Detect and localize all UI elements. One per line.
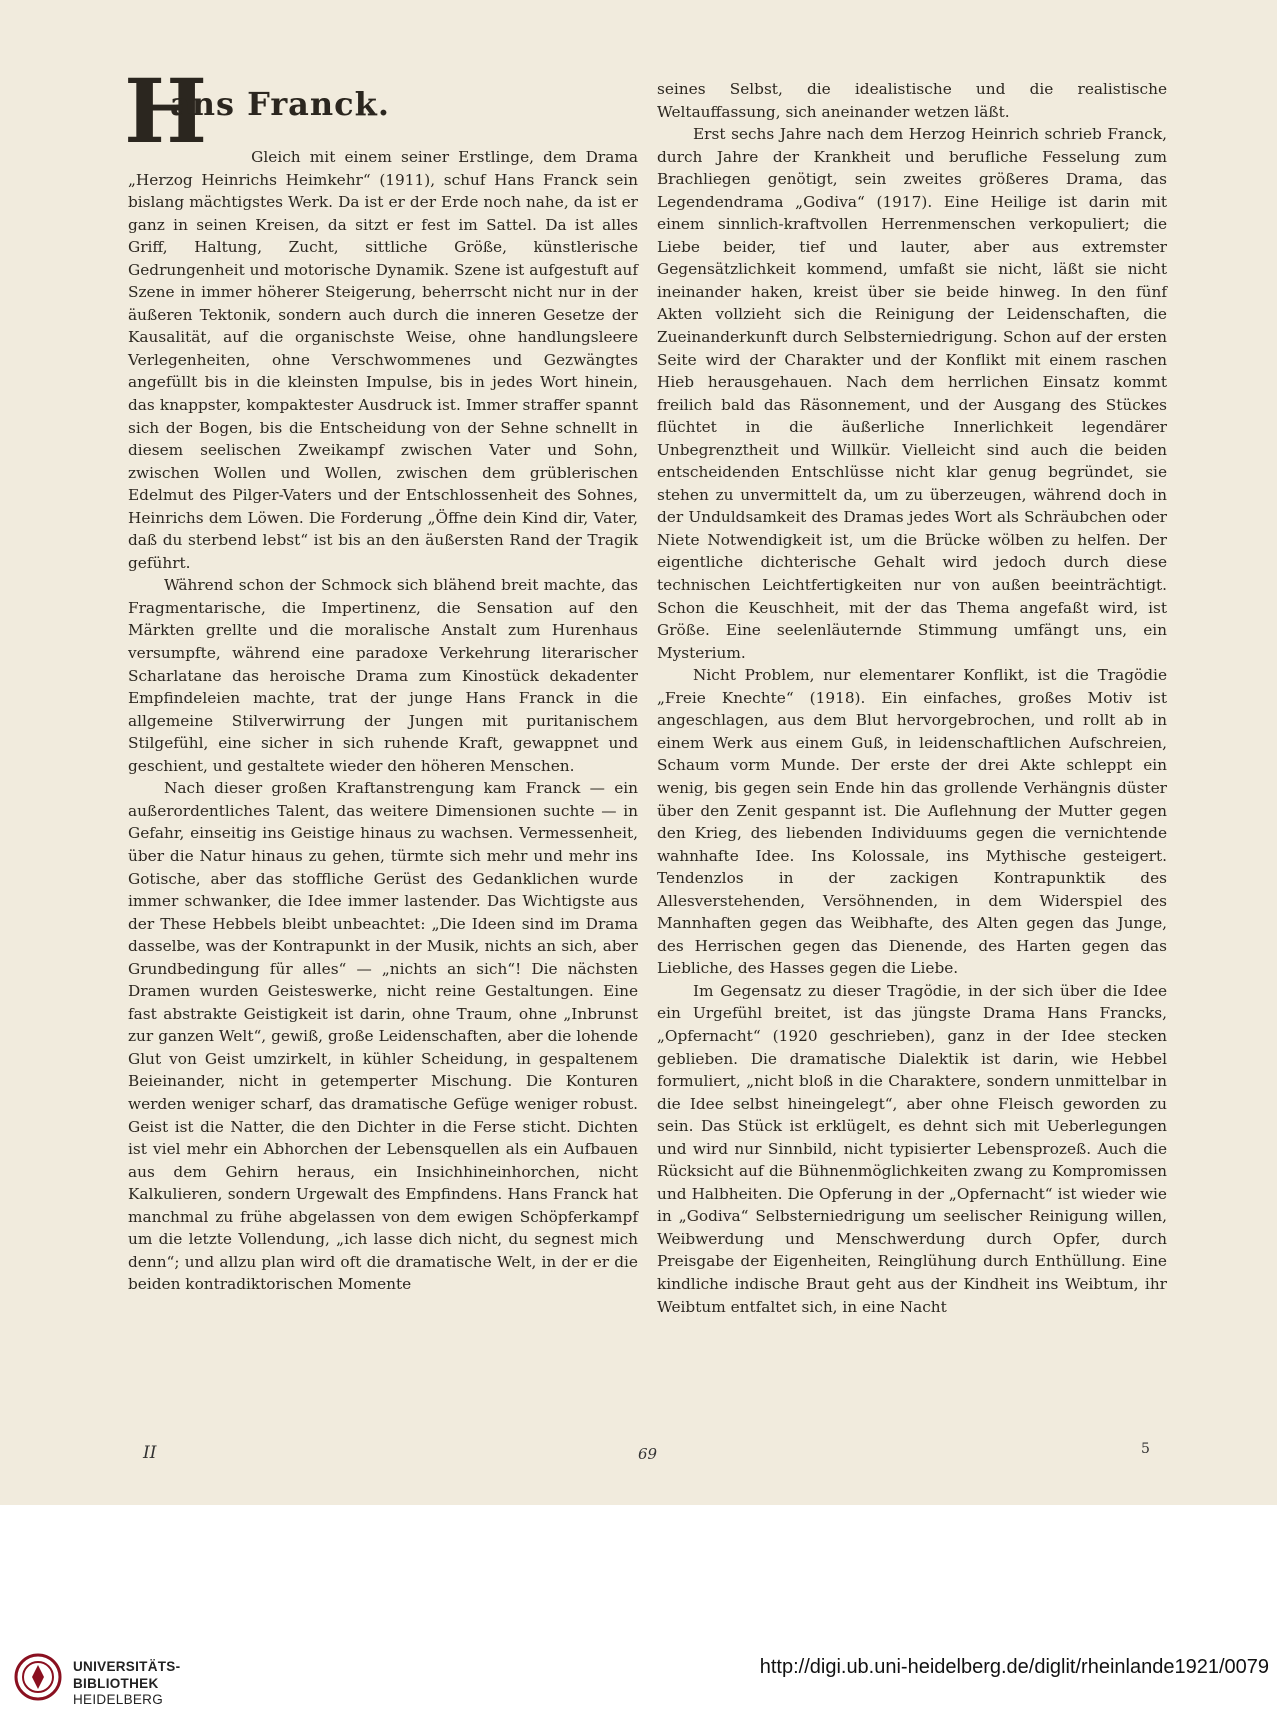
library-name-line3: HEIDELBERG xyxy=(73,1692,164,1707)
paragraph-right-2: Nicht Problem, nur elementarer Konflikt, ist die Tragödie „Freie Knechte“ (1918). Ein einfaches, großes Motiv ist angeschlagen, aus dem Blut hervorgebrochen, und rollt ab in einem Werk aus einem Guß, in leidenschaftlichen Aufschreien, Schaum vorm Munde. Der erste der drei Akte schleppt ein wenig, bis gegen sein Ende hin das grollende Verhängnis düster über den Zenit gespannt ist. Die Auflehnung der Mutter gegen den Krieg, des liebenden Individuums gegen die vernichtende wahnhafte Idee. Ins Kolossale, ins Mythische gesteigert. Tendenzlos in der zackigen Kontrapunktik des Allesverstehenden, Versöhnenden, in dem Widerspiel des Mannhaften gegen das Weibhafte, des Alten gegen das Junge, des Herrischen gegen das Dienende, des Harten gegen das Liebliche, des Hasses gegen die Liebe. xyxy=(657,666,1167,978)
left-column xyxy=(124,59,638,1296)
paragraph-left-3: Nach dieser großen Kraftanstrengung kam Franck — ein außerordentliches Talent, das weitere Dimensionen suchte — in Gefahr, einseitig ins Geistige hinaus zu wachsen. Vermessenheit, über die Natur hinaus zu gehen, türmte sich mehr und mehr ins Gotische, aber das stoffliche Gerüst des Gedanklichen wurde immer schwanker, die Idee immer lastender. Das Wichtigste aus der These Hebbels bleibt unbeachtet: „Die Ideen sind im Drama dasselbe, was der Kontrapunkt in der Musik, nichts an sich, aber Grundbedingung für alles“ — „nichts an sich“! Die nächsten Dramen wurden Geisteswerke, nicht reine Gestaltungen. Eine fast abstrakte Geistigkeit ist darin, ohne Traum, ohne „Inbrunst zur ganzen Welt“, gewiß, große Leidenschaften, aber die lohende Glut von Geist umzirkelt, in kühler Scheidung, in gespaltenem Beieinander, nicht in getemperter Mischung. Die Konturen werden weniger scharf, das dramatische Gefüge weniger robust. Geist ist die Natter, die den Dichter in die Ferse sticht. Dichten ist viel mehr ein Abhorchen der Lebensquellen als ein Aufbauen aus dem Gehirn heraus, ein Insichhineinhorchen, nicht Kalkulieren, sondern Urgewalt des Empfindens. Hans Franck hat manchmal zu frühe abgelassen von dem ewigen Schöpferkampf um die letzte Vollendung, „ich lasse dich nicht, du segnest mich denn“; und allzu plan wird oft die dramatische Welt, in der er die beiden kontradiktorischen Momente xyxy=(128,779,638,1294)
paragraph-right-3: Im Gegensatz zu dieser Tragödie, in der sich über die Idee ein Urgefühl breitet, ist das jüngste Drama Hans Francks, „Opfernacht“ (1920 geschrieben), ganz in der Idee stecken geblieben. Die dramatische Dialektik ist darin, wie Hebbel formuliert, „nicht bloß in die Charaktere, sondern unmittelbar in die Idee selbst hineingelegt“, aber ohne Fleisch geworden zu sein. Das Stück ist erklügelt, es dehnt sich mit Ueberlegungen und wird nur Sinnbild, nicht typisierter Lebensprozeß. Auch die Rücksicht auf die Bühnenmöglichkeiten zwang zu Kompromissen und Halbheiten. Die Opferung in der „Opfernacht“ ist wieder wie in „Godiva“ Selbsterniedrigung um seelischer Reinigung willen, Weibwerdung und Menschwerdung durch Opfer, durch Preisgabe der Eigenheiten, Reinglühung durch Enthüllung. Eine kindliche indische Braut geht aus der Kindheit ins Weibtum, ihr Weibtum entfaltet sich, in eine Nacht xyxy=(657,981,1167,1316)
library-name-line1: UNIVERSITÄTS- xyxy=(73,1659,181,1674)
library-name-line2: BIBLIOTHEK xyxy=(73,1676,159,1691)
page-number: 69 xyxy=(638,1445,658,1463)
article-title: ans Franck. xyxy=(170,85,390,123)
paragraph-left-1: Gleich mit einem seiner Erstlinge, dem Drama „Herzog Heinrichs Heimkehr“ (1911), schuf Hans Franck sein bislang mächtigstes Werk. Da ist er der Erde noch nahe, da ist er ganz in seinen Kreisen, da sitzt er fest im Sattel. Da ist alles Griff, Haltung, Zucht, sittliche Größe, künstlerische Gedrungenheit und motorische Dynamik. Szene ist aufgestuft auf Szene in immer höherer Steigerung, beherrscht nicht nur in der äußeren Tektonik, sondern auch durch die inneren Gesetze der Kausalität, auf die organischste Weise, ohne handlungsleere Verlegenheiten, ohne Verschwommenes und Gezwängtes angefüllt bis in die kleinsten Impulse, bis in jedes Wort hinein, das knappster, kompaktester Ausdruck ist. Immer straffer spannt sich der Bogen, bis die Entscheidung von der Sehne schnellt in diesem seelischen Zweikampf zwischen Vater und Sohn, zwischen Wollen und Wollen, zwischen dem grüblerischen Edelmut des Pilger-Vaters und der Entschlossenheit des Sohnes, Heinrichs dem Löwen. Die Forderung „Öffne dein Kind dir, Vater, daß du sterbend lebst“ ist bis an den äußersten Rand der Tragik geführt. xyxy=(128,148,638,572)
paragraph-left-2: Während schon der Schmock sich blähend breit machte, das Fragmentarische, die Impertinenz, die Sensation auf den Märkten grellte und die moralische Anstalt zum Hurenhaus versumpfte, während eine paradoxe Verkehrung literarischer Scharlatane das heroische Drama zum Kinostück dekadenter Empfindeleien machte, trat der junge Hans Franck in die allgemeine Stilverwirrung der Jungen mit puritanischem Stilgefühl, eine sicher in sich ruhende Kraft, gewappnet und geschient, und gestaltete wieder den höheren Menschen. xyxy=(128,576,638,775)
university-seal-icon xyxy=(14,1651,62,1703)
paragraph-right-lead: seines Selbst, die idealistische und die realistische Weltauffassung, sich aneinander wetzen läßt. xyxy=(657,80,1167,121)
title-dropcap: H xyxy=(124,59,208,163)
printer-signature: 5 xyxy=(1141,1441,1150,1457)
source-url-link[interactable]: http://digi.ub.uni-heidelberg.de/diglit/rheinlande1921/0079 xyxy=(759,1656,1269,1678)
viewer-footer xyxy=(0,1520,1277,1732)
right-column xyxy=(657,78,1167,1318)
paragraph-right-1: Erst sechs Jahre nach dem Herzog Heinrich schrieb Franck, durch Jahre der Krankheit und berufliche Fesselung zum Brachliegen genötigt, sein zweites größeres Drama, das Legendendrama „Godiva“ (1917). Eine Heilige ist darin mit einem sinnlich-kraftvollen Herrenmenschen verkopuliert; die Liebe beider, tief und lauter, aber aus extremster Gegensätzlichkeit kommend, umfaßt sie nicht, läßt sie nicht ineinander haken, kreist über sie beide hinweg. In den fünf Akten vollzieht sich die Reinigung der Leidenschaften, die Zueinanderkunft durch Selbsterniedrigung. Schon auf der ersten Seite wird der Charakter und der Konflikt mit einem raschen Hieb herausgehauen. Nach dem herrlichen Einsatz kommt freilich bald das Räsonnement, und der Ausgang des Stückes flüchtet in die äußerliche Innerlichkeit legendärer Unbegrenztheit und Willkür. Vielleicht sind auch die beiden entscheidenden Entschlüsse nicht klar genug begründet, sie stehen zu unvermittelt da, um zu überzeugen, während doch in der Unduldsamkeit des Dramas jedes Wort als Schräubchen oder Niete Notwendigkeit ist, um die Brücke wölben zu helfen. Der eigentliche dichterische Gehalt wird jedoch durch diese technischen Leichtfertigkeiten nur von außen beeinträchtigt. Schon die Keuschheit, mit der das Thema angefaßt wird, ist Größe. Eine seelenläuternde Stimmung umfängt uns, ein Mysterium. xyxy=(657,125,1167,662)
title-block xyxy=(124,59,638,163)
volume-number: II xyxy=(143,1443,157,1463)
